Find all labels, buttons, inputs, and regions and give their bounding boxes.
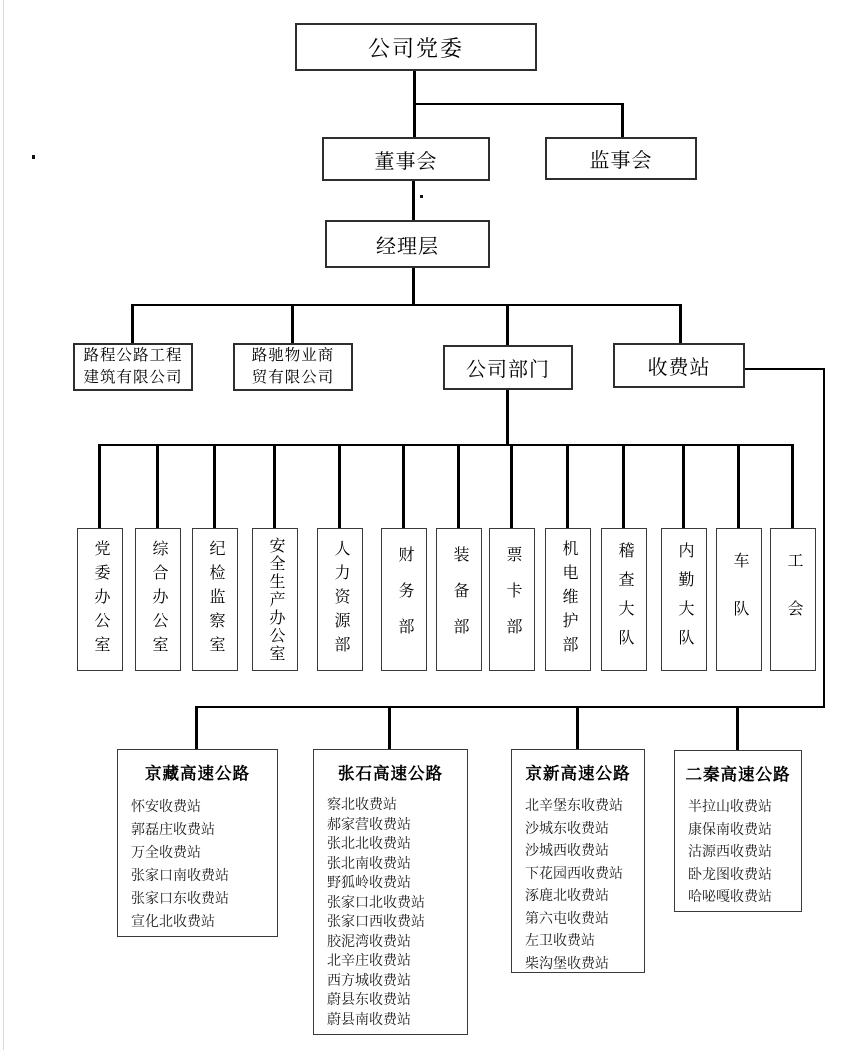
station-item: 张家口东收费站 <box>131 892 229 907</box>
dept-discipline-inspection <box>192 528 238 671</box>
station-item: 张家口北收费站 <box>327 895 425 911</box>
station-item: 张北南收费站 <box>327 856 411 872</box>
connector-drop-dept-6 <box>402 444 405 528</box>
dept-general-office <box>135 528 181 671</box>
connector-drop-group-1 <box>195 706 198 750</box>
node-toll-stations <box>613 343 745 388</box>
group-title: 二秦高速公路 <box>685 766 791 784</box>
station-item: 沙城东收费站 <box>525 821 609 837</box>
connector-board-to-management <box>412 181 415 220</box>
station-item: 第六屯收费站 <box>525 911 609 927</box>
station-item: 左卫收费站 <box>525 934 595 949</box>
connector-drop-dept-8 <box>510 444 513 528</box>
connector-groups-horizontal <box>196 706 825 708</box>
connector-drop-company-departments <box>506 304 509 345</box>
dept-label: 人力资源部 <box>332 539 349 660</box>
node-management <box>325 220 490 268</box>
connector-drop-dept-13 <box>791 444 794 528</box>
connector-drop-dept-9 <box>566 444 569 528</box>
node-toll-stations-label: 收费站 <box>647 357 711 379</box>
connector-tollstations-right <box>745 368 825 370</box>
dept-label: 稽查大队 <box>616 541 633 658</box>
node-company-departments-label: 公司部门 <box>466 359 550 381</box>
group-jingzang-expressway <box>117 749 278 937</box>
dept-internal-service-brigade <box>661 528 707 671</box>
dept-safety-production <box>252 528 298 671</box>
node-board <box>322 137 490 181</box>
station-item: 北辛庄收费站 <box>327 954 411 969</box>
connector-drop-group-3 <box>576 706 579 750</box>
artifact-dot <box>32 155 35 159</box>
node-party-committee-label: 公司党委 <box>367 35 464 61</box>
connector-drop-dept-10 <box>622 444 625 528</box>
node-property-company <box>233 343 353 391</box>
connector-level4-horizontal <box>132 304 682 306</box>
dept-label: 综合办公室 <box>150 539 167 660</box>
dept-electromechanical-maintenance <box>545 528 591 671</box>
station-item: 康保南收费站 <box>688 822 772 838</box>
dept-label: 装备部 <box>451 545 468 654</box>
connector-drop-dept-5 <box>338 444 341 528</box>
dept-party-office <box>77 528 123 671</box>
connector-drop-dept-4 <box>273 444 276 528</box>
connector-drop-group-4 <box>736 706 739 751</box>
node-property-company-line1: 路驰物业商 <box>251 347 335 364</box>
station-item: 张家口南收费站 <box>131 869 229 884</box>
station-item: 怀安收费站 <box>131 800 201 815</box>
connector-drop-property-co <box>291 304 294 343</box>
node-company-departments <box>443 345 573 390</box>
group-title: 京藏高速公路 <box>145 765 250 783</box>
connector-drop-construction-co <box>131 304 134 343</box>
node-construction-company-line1: 路程公路工程 <box>83 347 183 364</box>
node-construction-company-line2: 建筑有限公司 <box>83 369 183 386</box>
station-item: 西方城收费站 <box>327 973 411 989</box>
dept-label: 车队 <box>731 551 748 648</box>
dept-label: 工会 <box>785 551 802 648</box>
station-item: 蔚县南收费站 <box>327 1012 411 1028</box>
station-item: 张家口西收费站 <box>327 915 425 930</box>
station-item: 万全收费站 <box>131 846 201 861</box>
node-supervisory-board-label: 监事会 <box>589 150 653 172</box>
dept-label: 党委办公室 <box>92 539 109 660</box>
dept-label: 安全生产办公室 <box>267 536 284 663</box>
station-item: 哈咇嘎收费站 <box>688 890 772 905</box>
connector-management-down <box>412 268 415 305</box>
station-item: 下花园西收费站 <box>525 866 623 882</box>
connector-drop-dept-11 <box>682 444 685 528</box>
node-party-committee <box>295 23 537 71</box>
connector-drop-dept-12 <box>737 444 740 528</box>
station-item: 蔚县东收费站 <box>327 993 411 1008</box>
station-item: 半拉山收费站 <box>688 800 772 815</box>
station-item: 涿鹿北收费站 <box>525 889 609 904</box>
station-item: 张北北收费站 <box>327 837 411 852</box>
dept-inspection-brigade <box>601 528 647 671</box>
dept-label: 票卡部 <box>504 545 521 654</box>
connector-toll-vertical <box>823 368 825 708</box>
station-item: 沽源西收费站 <box>688 845 772 860</box>
dept-motorcade <box>716 528 762 671</box>
station-item: 郝家营收费站 <box>327 817 411 833</box>
dept-label: 纪检监察室 <box>207 539 224 660</box>
scan-edge-artifact <box>3 0 4 1050</box>
connector-top-horizontal <box>413 103 624 105</box>
station-item: 柴沟堡收费站 <box>525 956 609 972</box>
dept-labor-union <box>770 528 816 671</box>
group-jingxin-expressway <box>511 749 645 973</box>
dept-finance <box>381 528 427 671</box>
artifact-dot <box>420 195 423 198</box>
station-item: 郭磊庄收费站 <box>131 823 215 838</box>
node-property-company-line2: 贸有限公司 <box>251 369 335 386</box>
connector-drop-dept-2 <box>156 444 159 528</box>
dept-label: 内勤大队 <box>676 541 693 658</box>
station-item: 察北收费站 <box>327 798 397 813</box>
connector-drop-supervisory <box>621 103 624 137</box>
station-item: 沙城西收费站 <box>525 844 609 859</box>
node-management-label: 经理层 <box>376 235 439 258</box>
group-zhangshi-expressway <box>313 749 468 1035</box>
connector-drop-dept-7 <box>457 444 460 528</box>
dept-label: 财务部 <box>396 545 413 654</box>
station-item: 胶泥湾收费站 <box>327 934 411 950</box>
connector-departments-feeder <box>506 390 509 446</box>
connector-departments-horizontal <box>98 444 794 446</box>
station-item: 宣化北收费站 <box>131 915 215 930</box>
node-construction-company <box>73 343 193 391</box>
connector-drop-group-2 <box>388 706 391 750</box>
dept-ticket-card <box>489 528 535 671</box>
dept-equipment <box>436 528 482 671</box>
group-title: 张石高速公路 <box>338 765 443 783</box>
dept-label: 机电维护部 <box>560 539 577 660</box>
station-item: 卧龙图收费站 <box>688 867 772 883</box>
station-item: 北辛堡东收费站 <box>525 799 623 814</box>
station-item: 野狐岭收费站 <box>327 876 411 891</box>
group-erqin-expressway <box>674 750 802 912</box>
connector-drop-toll-stations <box>679 304 682 343</box>
connector-drop-dept-1 <box>98 444 101 528</box>
dept-human-resources <box>317 528 363 671</box>
group-title: 京新高速公路 <box>525 765 631 783</box>
connector-drop-dept-3 <box>213 444 216 528</box>
node-supervisory-board <box>545 137 697 180</box>
node-board-label: 董事会 <box>374 150 438 173</box>
